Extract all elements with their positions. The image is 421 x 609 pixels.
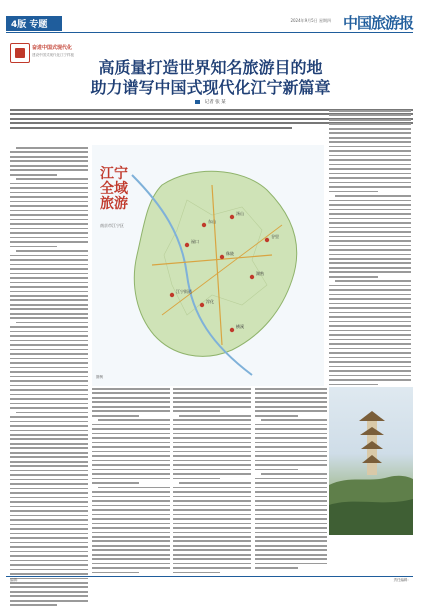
map-marker	[230, 328, 234, 332]
body-column-2	[92, 388, 170, 576]
footer-rule	[6, 576, 413, 577]
banner-subtitle: 建设中国式现代化江宁样板	[32, 53, 74, 57]
map-label: 横溪	[236, 324, 244, 329]
map-marker	[200, 303, 204, 307]
map-marker	[220, 255, 224, 259]
section-tab-label: 4版 专题	[11, 20, 48, 30]
map-marker	[230, 215, 234, 219]
map-marker	[250, 275, 254, 279]
byline	[0, 99, 421, 105]
section-tab	[6, 16, 62, 31]
map-marker	[202, 223, 206, 227]
map-marker	[265, 238, 269, 242]
byline-text: 记者 张 某	[204, 100, 226, 105]
map-label: 禄口	[191, 239, 199, 244]
byline-mark-icon	[195, 100, 200, 104]
tourism-map-figure	[92, 145, 324, 386]
footer-left: 编辑：	[10, 578, 21, 582]
map-title: 江宁全域旅游	[100, 166, 128, 212]
masthead-logo: 中国旅游报	[342, 14, 413, 32]
map-legend: 图例	[96, 375, 103, 379]
headline-line-2: 助力谱写中国式现代化江宁新篇章	[90, 78, 331, 97]
foreground-trees	[329, 499, 413, 535]
footer-right: 责任编辑：	[393, 578, 411, 582]
map-label: 谷里	[271, 234, 279, 239]
issue-meta: 2024年9月5日 星期四	[290, 18, 331, 23]
pagoda-roof	[359, 411, 385, 421]
district-boundary	[134, 171, 296, 356]
banner-slogan: 奋进中国式现代化	[32, 45, 73, 51]
map-label: 湖熟	[256, 271, 264, 276]
pagoda-roof	[362, 455, 382, 463]
body-column-5	[255, 388, 327, 572]
map-marker	[185, 243, 189, 247]
map-label: 江宁街道	[176, 289, 192, 294]
map-label: 淳化	[206, 299, 214, 304]
map-marker	[170, 293, 174, 297]
body-column-3	[173, 388, 251, 576]
header-rule	[6, 32, 413, 33]
photo-svg	[329, 387, 413, 535]
headline-line-1: 高质量打造世界知名旅游目的地	[98, 58, 323, 77]
body-column-1	[10, 147, 88, 609]
landscape-photo	[329, 387, 413, 535]
map-label: 汤山	[236, 211, 244, 216]
map-label: 秣陵	[226, 251, 234, 256]
pagoda-roof	[361, 441, 383, 449]
map-subtitle: 南京市江宁区	[100, 223, 124, 228]
map-label: 东山	[208, 219, 216, 224]
pagoda-roof	[360, 427, 384, 435]
